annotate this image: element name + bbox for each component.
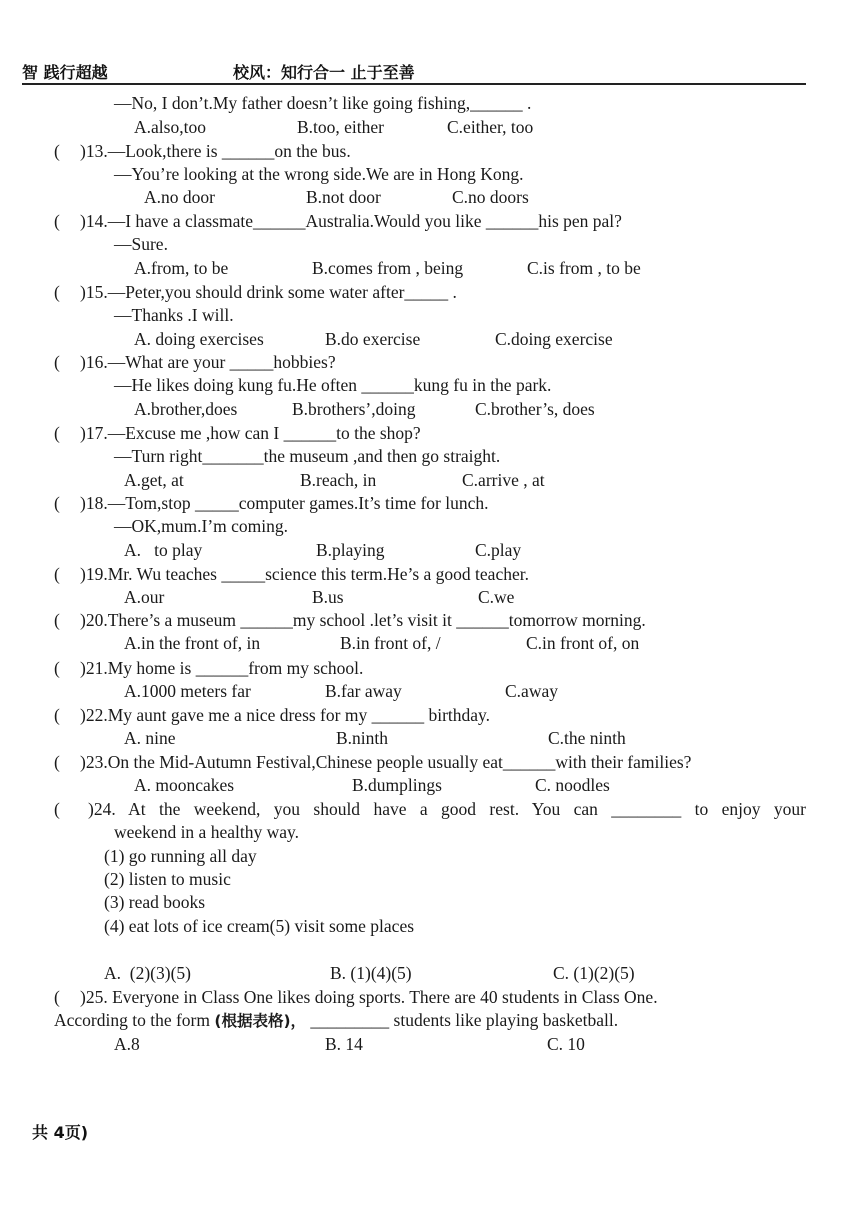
q16-stem: )16.—What are your _____hobbies? [80, 352, 336, 372]
q18-stem: )18.—Tom,stop _____computer games.It’s time for lunch. [80, 493, 489, 513]
q20-stem: )20.There’s a museum ______my school .let’s visit it ______tomorrow morning. [80, 610, 646, 630]
q23-stem: )23.On the Mid-Autumn Festival,Chinese people usually eat______with their families? [80, 752, 692, 772]
q22-stem: )22.My aunt gave me a nice dress for my ______ birthday. [80, 705, 491, 725]
q17-option-b: B.reach, in [300, 470, 377, 490]
q13-option-a: A.no door [144, 187, 215, 207]
q19-stem: )19.Mr. Wu teaches _____science this term.He’s a good teacher. [80, 564, 529, 584]
q24-item-4-5: (4) eat lots of ice cream(5) visit some places [104, 916, 415, 936]
q23-option-b: B.dumplings [352, 775, 442, 795]
q17-paren: ( [54, 423, 60, 443]
q21-stem: )21.My home is ______from my school. [80, 658, 364, 678]
q25-stem-chinese: (根据表格)， [214, 1012, 307, 1030]
q20-paren: ( [54, 610, 60, 630]
header-left: 智 践行超越 [22, 63, 108, 82]
q15-option-b: B.do exercise [325, 329, 421, 349]
q19-option-a: A.our [124, 587, 165, 607]
q18-option-b: B.playing [316, 540, 385, 560]
q17-line2: —Turn right_______the museum ,and then go straight. [114, 446, 501, 466]
q25-paren: ( [54, 987, 60, 1007]
q19-paren: ( [54, 564, 60, 584]
q13-option-b: B.not door [306, 187, 381, 207]
q19-option-c: C.we [478, 587, 515, 607]
q22-option-b: B.ninth [336, 728, 389, 748]
q18-option-c: C.play [475, 540, 522, 560]
q24-stem: )24. At the weekend, you should have a good rest. You can ________ to enjoy your [88, 799, 806, 819]
q14-option-b: B.comes from , being [312, 258, 464, 278]
q17-option-c: C.arrive , at [462, 470, 545, 490]
q15-stem: )15.—Peter,you should drink some water after_____ . [80, 282, 457, 302]
q17-stem: )17.—Excuse me ,how can I ______to the shop? [80, 423, 421, 443]
q16-option-c: C.brother’s, does [475, 399, 595, 419]
q16-option-a: A.brother,does [134, 399, 238, 419]
q23-option-a: A. mooncakes [134, 775, 235, 795]
q25-option-b: B. 14 [325, 1034, 363, 1054]
q22-option-a: A. nine [124, 728, 176, 748]
q13-stem: )13.—Look,there is ______on the bus. [80, 141, 351, 161]
q13-option-c: C.no doors [452, 187, 529, 207]
q14-paren: ( [54, 211, 60, 231]
q24-item-1: (1) go running all day [104, 846, 257, 866]
q24-item-2: (2) listen to music [104, 869, 231, 889]
q18-option-a: A. to play [124, 540, 203, 560]
q12-option-b: B.too, either [297, 117, 384, 137]
q15-option-a: A. doing exercises [134, 329, 264, 349]
q21-paren: ( [54, 658, 60, 678]
q15-paren: ( [54, 282, 60, 302]
q25-stem-pre: According to the form [54, 1010, 215, 1030]
q14-line2: —Sure. [114, 234, 168, 254]
q20-option-a: A.in the front of, in [124, 633, 261, 653]
q12-answer-line: —No, I don’t.My father doesn’t like going fishing,______ . [114, 93, 532, 113]
q17-option-a: A.get, at [124, 470, 184, 490]
q25-stem-line2 [54, 1009, 618, 1032]
q14-option-c: C.is from , to be [527, 258, 641, 278]
q24-stem-line2: weekend in a healthy way. [114, 822, 299, 842]
q24-paren: ( [54, 799, 60, 819]
q25-stem: )25. Everyone in Class One likes doing sports. There are 40 students in Class One. [80, 987, 658, 1007]
q22-paren: ( [54, 705, 60, 725]
q24-option-c: C. (1)(2)(5) [553, 963, 635, 983]
q24-option-a: A. (2)(3)(5) [104, 963, 191, 983]
q21-option-a: A.1000 meters far [124, 681, 251, 701]
q14-option-a: A.from, to be [134, 258, 229, 278]
q18-line2: —OK,mum.I’m coming. [114, 516, 289, 536]
q21-option-c: C.away [505, 681, 558, 701]
q16-line2: —He likes doing kung fu.He often ______kung fu in the park. [114, 375, 552, 395]
q22-option-c: C.the ninth [548, 728, 626, 748]
q25-option-c: C. 10 [547, 1034, 585, 1054]
q13-line2: —You’re looking at the wrong side.We are in Hong Kong. [114, 164, 524, 184]
q20-option-c: C.in front of, on [526, 633, 640, 653]
q14-stem: )14.—I have a classmate______Australia.Would you like ______his pen pal? [80, 211, 622, 231]
q15-option-c: C.doing exercise [495, 329, 613, 349]
q24-item-3: (3) read books [104, 892, 206, 912]
q18-paren: ( [54, 493, 60, 513]
q12-option-a: A.also,too [134, 117, 206, 137]
q16-option-b: B.brothers’,doing [292, 399, 416, 419]
header-divider [22, 83, 806, 85]
q21-option-b: B.far away [325, 681, 402, 701]
q13-paren: ( [54, 141, 60, 161]
q20-option-b: B.in front of, / [340, 633, 441, 653]
q19-option-b: B.us [312, 587, 344, 607]
q25-option-a: A.8 [114, 1034, 140, 1054]
q24-option-b: B. (1)(4)(5) [330, 963, 412, 983]
page-count-footer: 共 4页) [32, 1123, 89, 1142]
q25-stem-post: _________ students like playing basketball. [306, 1010, 619, 1030]
q23-option-c: C. noodles [535, 775, 610, 795]
q16-paren: ( [54, 352, 60, 372]
header-motto: 校风：知行合一 止于至善 [233, 63, 415, 82]
q12-option-c: C.either, too [447, 117, 534, 137]
q15-line2: —Thanks .I will. [114, 305, 234, 325]
q23-paren: ( [54, 752, 60, 772]
